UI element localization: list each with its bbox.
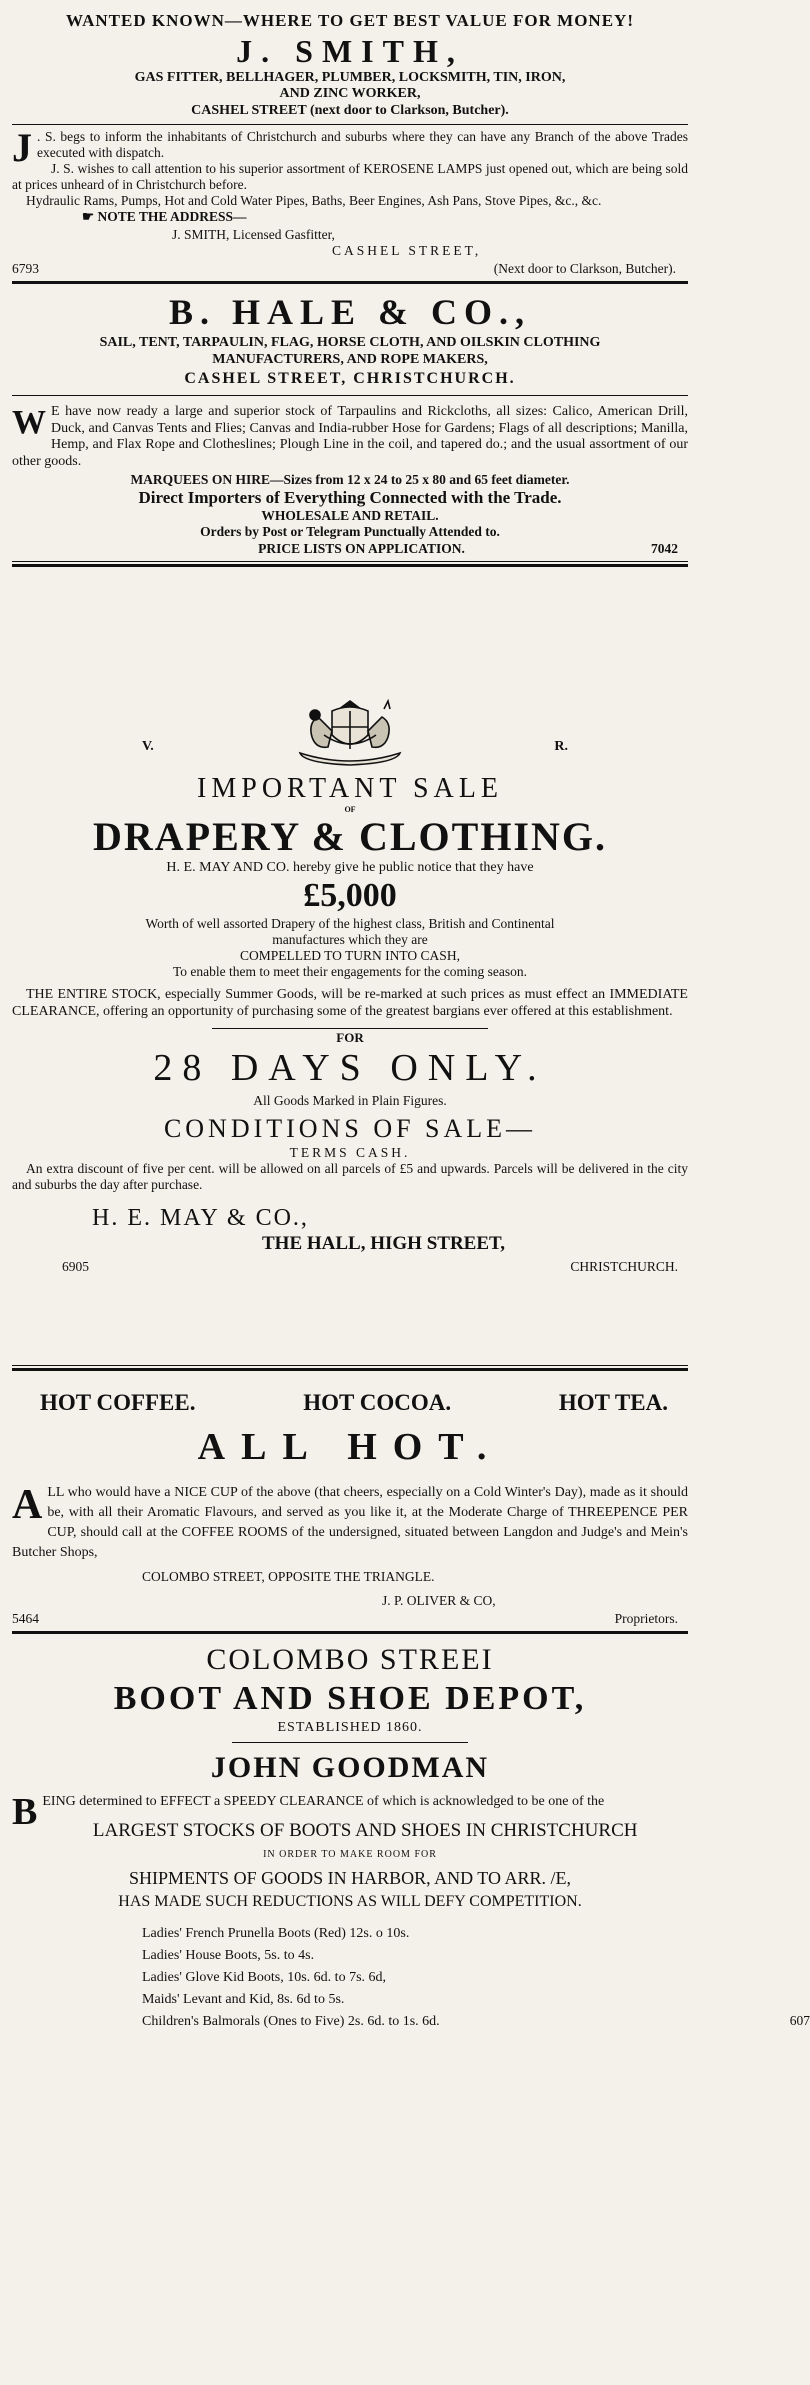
smith-paragraph-2: J. S. wishes to call attention to his superior assortment of KEROSENE LAMPS just opened out, which are being sold at prices unheard of in Christchurch before. [12, 161, 688, 192]
smith-note-line [82, 209, 688, 225]
may-for: FOR [336, 1030, 364, 1045]
may-compelled: COMPELLED TO TURN INTO CASH, [240, 948, 460, 963]
goodman-name: JOHN GOODMAN [210, 1751, 490, 1784]
oliver-title: ALL HOT. [197, 1426, 503, 1468]
oliver-hot-coffee: HOT COFFEE. [40, 1390, 196, 1415]
may-headline: IMPORTANT SALE [197, 773, 503, 804]
oliver-street: COLOMBO STREET, OPPOSITE THE TRIANGLE. [142, 1569, 435, 1584]
may-conditions: CONDITIONS OF SALE— [163, 1114, 537, 1143]
hale-reference-number: 7042 [650, 541, 678, 556]
may-v: V. [142, 739, 154, 754]
oliver-paragraph-1: LL who would have a NICE CUP of the above (that cheers, especially on a Cold Winter's Day), made as it should be, with all their Aromatic Flavours, and served as you like it, at the Moderate Charge of THREEPENCE PER CUP, should call at the COFFEE ROOMS of the undersigned, situated between Langdon and Judge's and Mein's Butcher Shops, [12, 1485, 688, 1560]
may-hall: THE HALL, HIGH STREET, [262, 1233, 506, 1254]
smith-signature-3: (Next door to Clarkson, Butcher). [493, 261, 676, 276]
list-item: Children's Balmorals (Ones to Five) 2s. 6d. to 1s. 6d. [142, 2014, 440, 2029]
hale-drop-letter: W [12, 404, 46, 441]
may-firm: H. E. MAY & CO., [92, 1205, 309, 1231]
may-advertisement [12, 567, 688, 1275]
goodman-reference-number: 607 [789, 2013, 810, 2028]
smith-signature-1: J. SMITH, Licensed Gasfitter, [172, 227, 335, 242]
may-discount: An extra discount of five per cent. will be allowed on all parcels of £5 and upwards. Parcels will be delivered in the city and suburbs the day after purchase. [12, 1161, 688, 1192]
oliver-drop-letter: A [12, 1482, 43, 1528]
may-worth-line-2: manufactures which they are [272, 932, 428, 947]
may-entire-stock: THE ENTIRE STOCK, especially Summer Goods, will be re-marked at such prices as must effect an IMMEDIATE CLEARANCE, offering an opportunity of purchasing some of the greatest bargians ever offered at this establishment. [12, 987, 688, 1019]
hale-line-1: SAIL, TENT, TARPAULIN, FLAG, HORSE CLOTH, AND OILSKIN CLOTHING [99, 335, 601, 350]
divider [232, 1742, 468, 1743]
may-worth-line-1: Worth of well assorted Drapery of the highest class, British and Continental [145, 916, 555, 931]
oliver-advertisement [12, 1371, 688, 1634]
oliver-firm: J. P. OLIVER & CO, [382, 1593, 496, 1608]
goodman-drop-letter: B [12, 1791, 38, 1833]
goodman-street: COLOMBO STREEI [206, 1643, 494, 1676]
may-enable: To enable them to meet their engagements for the coming season. [172, 964, 528, 979]
smith-name: J. SMITH, [236, 33, 464, 69]
divider [12, 124, 688, 125]
goodman-depot: BOOT AND SHOE DEPOT, [113, 1680, 587, 1717]
hale-marquees: MARQUEES ON HIRE—Sizes from 12 x 24 to 25 x 80 and 65 feet diameter. [130, 472, 570, 487]
pointing-hand-icon: ☛ [82, 209, 95, 224]
newspaper-advertisement-page [12, 0, 810, 2033]
hale-wholesale: WHOLESALE AND RETAIL. [261, 508, 439, 523]
may-reference-number: 6905 [62, 1259, 89, 1274]
hale-price-lists: PRICE LISTS ON APPLICATION. [258, 541, 465, 556]
hale-line-3: CASHEL STREET, CHRISTCHURCH. [184, 370, 516, 387]
smith-trades-line-2: AND ZINC WORKER, [279, 86, 421, 101]
smith-paragraph-1: . S. begs to inform the inhabitants of Christchurch and suburbs where they can have any Branch of the above Trades executed with dispatch. [37, 129, 688, 160]
smith-advertisement [12, 0, 688, 284]
goodman-price-list [142, 1923, 810, 2033]
hale-name: B. HALE & CO., [168, 292, 532, 332]
list-item: Ladies' French Prunella Boots (Red) 12s. o 10s. [142, 1926, 410, 1941]
hale-advertisement [12, 284, 688, 567]
goodman-shipments: SHIPMENTS OF GOODS IN HARBOR, AND TO ARR. /E, [129, 1868, 571, 1888]
may-city: CHRISTCHURCH. [570, 1259, 678, 1274]
smith-banner: WANTED KNOWN—WHERE TO GET BEST VALUE FOR MONEY! [66, 11, 634, 30]
list-item: Ladies' Glove Kid Boots, 10s. 6d. to 7s. 6d, [142, 1970, 387, 1985]
may-of: OF [344, 805, 356, 814]
hale-line-2: MANUFACTURERS, AND ROPE MAKERS, [212, 352, 488, 367]
may-plain-figures: All Goods Marked in Plain Figures. [253, 1093, 447, 1108]
oliver-hot-tea: HOT TEA. [558, 1390, 668, 1415]
goodman-established: ESTABLISHED 1860. [277, 1720, 423, 1735]
oliver-reference-number: 5464 [12, 1611, 39, 1626]
smith-paragraph-3: Hydraulic Rams, Pumps, Hot and Cold Water Pipes, Baths, Beer Engines, Ash Pans, Stove Pipes, &c., &c. [26, 193, 602, 208]
hale-importers: Direct Importers of Everything Connected with the Trade. [138, 488, 562, 507]
goodman-largest: LARGEST STOCKS OF BOOTS AND SHOES IN CHRISTCHURCH [92, 1820, 638, 1841]
royal-coat-of-arms-icon [280, 695, 420, 767]
may-intro: H. E. MAY AND CO. hereby give he public notice that they have [166, 860, 534, 875]
smith-drop-letter: J [12, 125, 32, 170]
goodman-order: IN ORDER TO MAKE ROOM FOR [263, 1849, 437, 1860]
goodman-reductions: HAS MADE SUCH REDUCTIONS AS WILL DEFY COMPETITION. [118, 1893, 582, 1910]
may-days: 28 DAYS ONLY. [153, 1047, 547, 1089]
goodman-paragraph-1: EING determined to EFFECT a SPEEDY CLEARANCE of which is acknowledged to be one of the [42, 1794, 605, 1809]
smith-signature-2: CASHEL STREET, [332, 243, 482, 258]
may-title: DRAPERY & CLOTHING. [92, 814, 607, 859]
list-item: Ladies' House Boots, 5s. to 4s. [142, 1948, 315, 1963]
smith-reference-number: 6793 [12, 261, 39, 276]
goodman-advertisement [12, 1634, 810, 2033]
smith-address: CASHEL STREET (next door to Clarkson, Butcher). [191, 103, 509, 118]
oliver-proprietors: Proprietors. [614, 1611, 678, 1626]
hale-paragraph-1: E have now ready a large and superior stock of Tarpaulins and Rickcloths, all sizes: Calico, American Drill, Duck, and Canvas Tents and Flies; Canvas and India-rubber Hose for Gardens; Flags of all descriptions; Manilla, Hemp, and Flax Rope and Clotheslines; Plough Line in the coil, and tapered do.; and the usual assortment of our other goods. [12, 404, 688, 469]
may-amount: £5,000 [303, 877, 397, 914]
list-item: Maids' Levant and Kid, 8s. 6d to 5s. [142, 1992, 345, 2007]
may-r: R. [554, 739, 568, 754]
may-terms: TERMS CASH. [289, 1145, 411, 1160]
smith-note: NOTE THE ADDRESS— [97, 209, 247, 224]
divider [12, 395, 688, 396]
smith-trades-line-1: GAS FITTER, BELLHAGER, PLUMBER, LOCKSMITH, TIN, IRON, [134, 70, 566, 85]
oliver-hot-cocoa: HOT COCOA. [303, 1390, 452, 1415]
hale-orders: Orders by Post or Telegram Punctually Attended to. [200, 524, 500, 539]
